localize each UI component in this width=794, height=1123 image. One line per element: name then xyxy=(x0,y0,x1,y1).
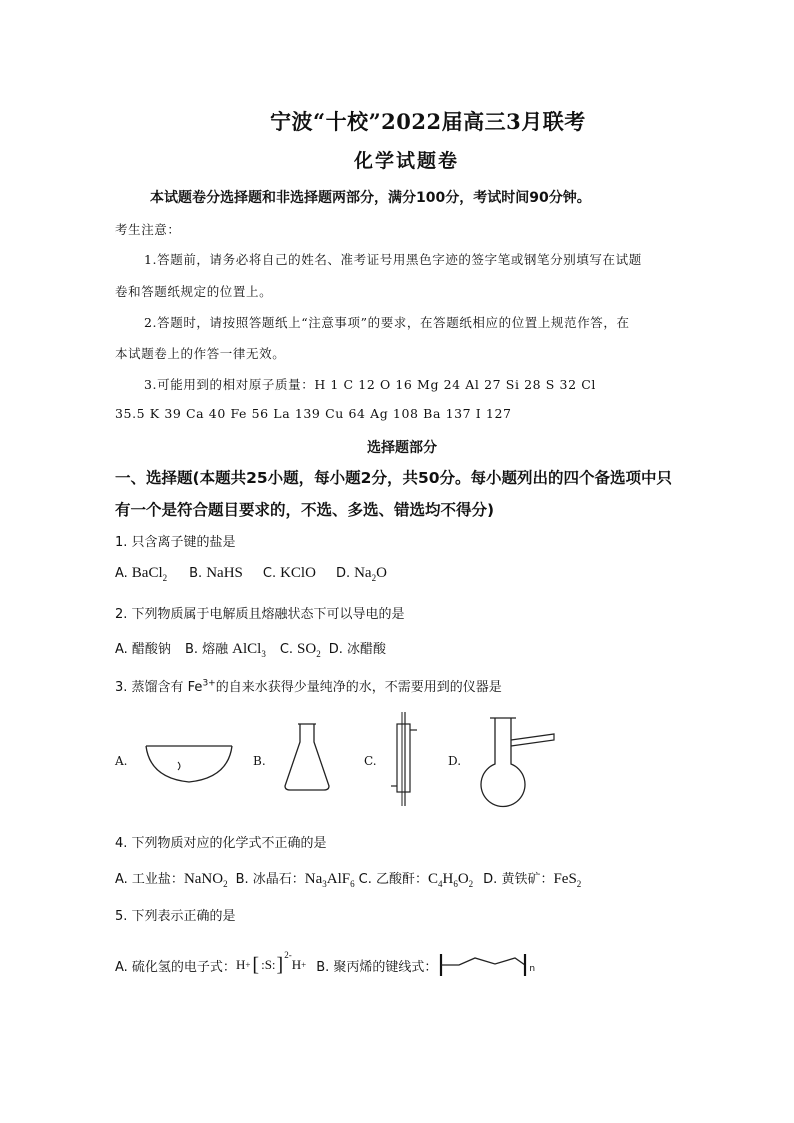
bracket-right: ] xyxy=(276,953,284,976)
q4-c-formula xyxy=(428,871,473,889)
q4-b-f1: Na xyxy=(304,871,323,887)
polypropylene-structure-icon xyxy=(437,950,537,980)
q5-b-label: B. 聚丙烯的键线式： xyxy=(316,959,438,975)
q4-d-formula xyxy=(553,871,581,889)
q2-c-formula xyxy=(297,641,321,659)
q1-a-formula xyxy=(132,565,167,583)
q4-c-s1: 4 xyxy=(437,879,443,889)
q3-stem xyxy=(115,676,502,695)
section-instructions-line-1: 一、选择题(本题共25小题，每小题2分，共50分。每小题列出的四个备选项中只 xyxy=(115,469,673,487)
q1-b-formula: NaHS xyxy=(206,565,243,581)
q3-c-label: C. xyxy=(364,754,377,768)
q4-c-label: C. 乙酸酐： xyxy=(358,872,428,887)
note-3-line-1: 3.可能用到的相对原子质量：H 1 C 12 O 16 Mg 24 Al 27 Si 28 S 32 Cl xyxy=(144,377,596,392)
section-heading: 选择题部分 xyxy=(367,440,437,456)
q4-b-f2: AlF xyxy=(326,871,351,887)
q3-stem-pre: 3. 蒸馏含有 Fe xyxy=(115,680,203,695)
q1-options xyxy=(115,565,387,583)
q4-options xyxy=(115,868,581,889)
q2-d: D. 冰醋酸 xyxy=(328,642,386,657)
note-1-line-1: 1.答题前，请务必将自己的姓名、准考证号用黑色字迹的签字笔或钢笔分别填写在试题 xyxy=(144,252,642,267)
q5-options xyxy=(115,950,537,980)
q2-c-main: SO xyxy=(297,641,317,657)
q2-a: A. 醋酸钠 xyxy=(115,642,171,657)
note-2-line-2: 本试题卷上的作答一律无效。 xyxy=(115,346,286,361)
q4-b-label: B. 冰晶石： xyxy=(235,872,305,887)
q5-stem: 5. 下列表示正确的是 xyxy=(115,909,236,924)
q2-stem: 2. 下列物质属于电解质且熔融状态下可以导电的是 xyxy=(115,607,405,622)
q1-d-main: Na xyxy=(354,565,372,581)
q4-a-s1: 2 xyxy=(223,879,228,889)
q1-d-sub: 2 xyxy=(371,573,377,583)
section-instructions-line-2: 有一个是符合题目要求的，不选、多选、错选均不得分) xyxy=(115,501,495,519)
q1-d-label: D. xyxy=(335,566,351,581)
q2-b-sub: 3 xyxy=(261,649,266,659)
notes-heading: 考生注意： xyxy=(115,222,181,237)
h2s-plus-2: + xyxy=(301,960,307,970)
q4-d-f1: FeS xyxy=(553,871,577,887)
q4-b-s2: 6 xyxy=(350,879,355,889)
q4-d-s1: 2 xyxy=(576,879,582,889)
q5-a-label: A. 硫化氢的电子式： xyxy=(115,959,236,975)
q1-c-label: C. xyxy=(262,566,277,581)
q1-b-label: B. xyxy=(189,566,203,581)
q1-a-label: A. xyxy=(115,566,128,581)
q2-options xyxy=(115,638,386,659)
polymer-n: n xyxy=(529,964,536,974)
q4-c-f3: O xyxy=(457,871,469,887)
q3-d-label: D. xyxy=(448,754,462,768)
q4-b-formula xyxy=(305,871,355,889)
q4-a-formula xyxy=(184,871,228,889)
q1-a-sub: 2 xyxy=(162,573,168,583)
intro-text: 本试题卷分选择题和非选择题两部分，满分100分，考试时间90分钟。 xyxy=(150,190,591,206)
distillation-flask-icon xyxy=(474,714,558,808)
q1-d-tail: O xyxy=(376,565,387,581)
conical-flask-icon xyxy=(282,720,332,792)
h2s-charge: 2- xyxy=(284,950,292,960)
q3-a-label: A. xyxy=(115,754,128,768)
h2s-h1: H xyxy=(235,957,246,972)
note-2-line-1: 2.答题时，请按照答题纸上“注意事项”的要求，在答题纸相应的位置上规范作答，在 xyxy=(144,315,630,330)
q3-stem-sup: 3+ xyxy=(202,678,216,689)
q4-a-label: A. 工业盐： xyxy=(115,872,184,887)
q2-c-sub: 2 xyxy=(316,649,321,659)
q4-d-label: D. 黄铁矿： xyxy=(483,872,554,887)
h2s-electron-formula xyxy=(235,950,307,977)
q2-b-main: AlCl xyxy=(232,641,262,657)
condenser-icon xyxy=(390,710,420,808)
q4-c-s2: 6 xyxy=(453,879,458,889)
q3-b-label: B. xyxy=(253,754,266,768)
q2-b-formula xyxy=(232,641,266,659)
paper-subtitle: 化学试题卷 xyxy=(354,150,460,172)
q1-a-main: BaCl xyxy=(131,565,163,581)
evaporating-dish-icon xyxy=(144,740,234,786)
q1-d-formula xyxy=(354,565,387,583)
note-3-line-2: 35.5 K 39 Ca 40 Fe 56 La 139 Cu 64 Ag 108 Ba 137 I 127 xyxy=(115,406,512,421)
exam-title: 宁波“十校”2022届高三3月联考 xyxy=(270,109,586,134)
q1-c-formula: KClO xyxy=(280,565,316,581)
h2s-h2: H xyxy=(291,957,302,972)
q2-c-label: C. xyxy=(279,642,294,657)
q4-c-f2: H xyxy=(442,871,454,887)
bracket-left: [ xyxy=(252,953,260,976)
q1-stem: 1. 只含离子键的盐是 xyxy=(115,535,236,550)
q4-b-s1: 3 xyxy=(322,879,327,889)
note-1-line-2: 卷和答题纸规定的位置上。 xyxy=(115,284,273,299)
q4-c-f1: C xyxy=(427,871,438,887)
q3-stem-post: 的自来水获得少量纯净的水，不需要用到的仪器是 xyxy=(215,680,502,695)
q2-b-label: B. 熔融 xyxy=(184,642,229,657)
q4-stem: 4. 下列物质对应的化学式不正确的是 xyxy=(115,836,327,851)
q4-a-f1: NaNO xyxy=(183,871,224,887)
q4-c-s3: 2 xyxy=(468,879,474,889)
polypropylene-skeletal xyxy=(437,950,537,980)
h2s-plus-1: + xyxy=(245,960,251,970)
h2s-sulfur: :S: xyxy=(261,957,276,972)
